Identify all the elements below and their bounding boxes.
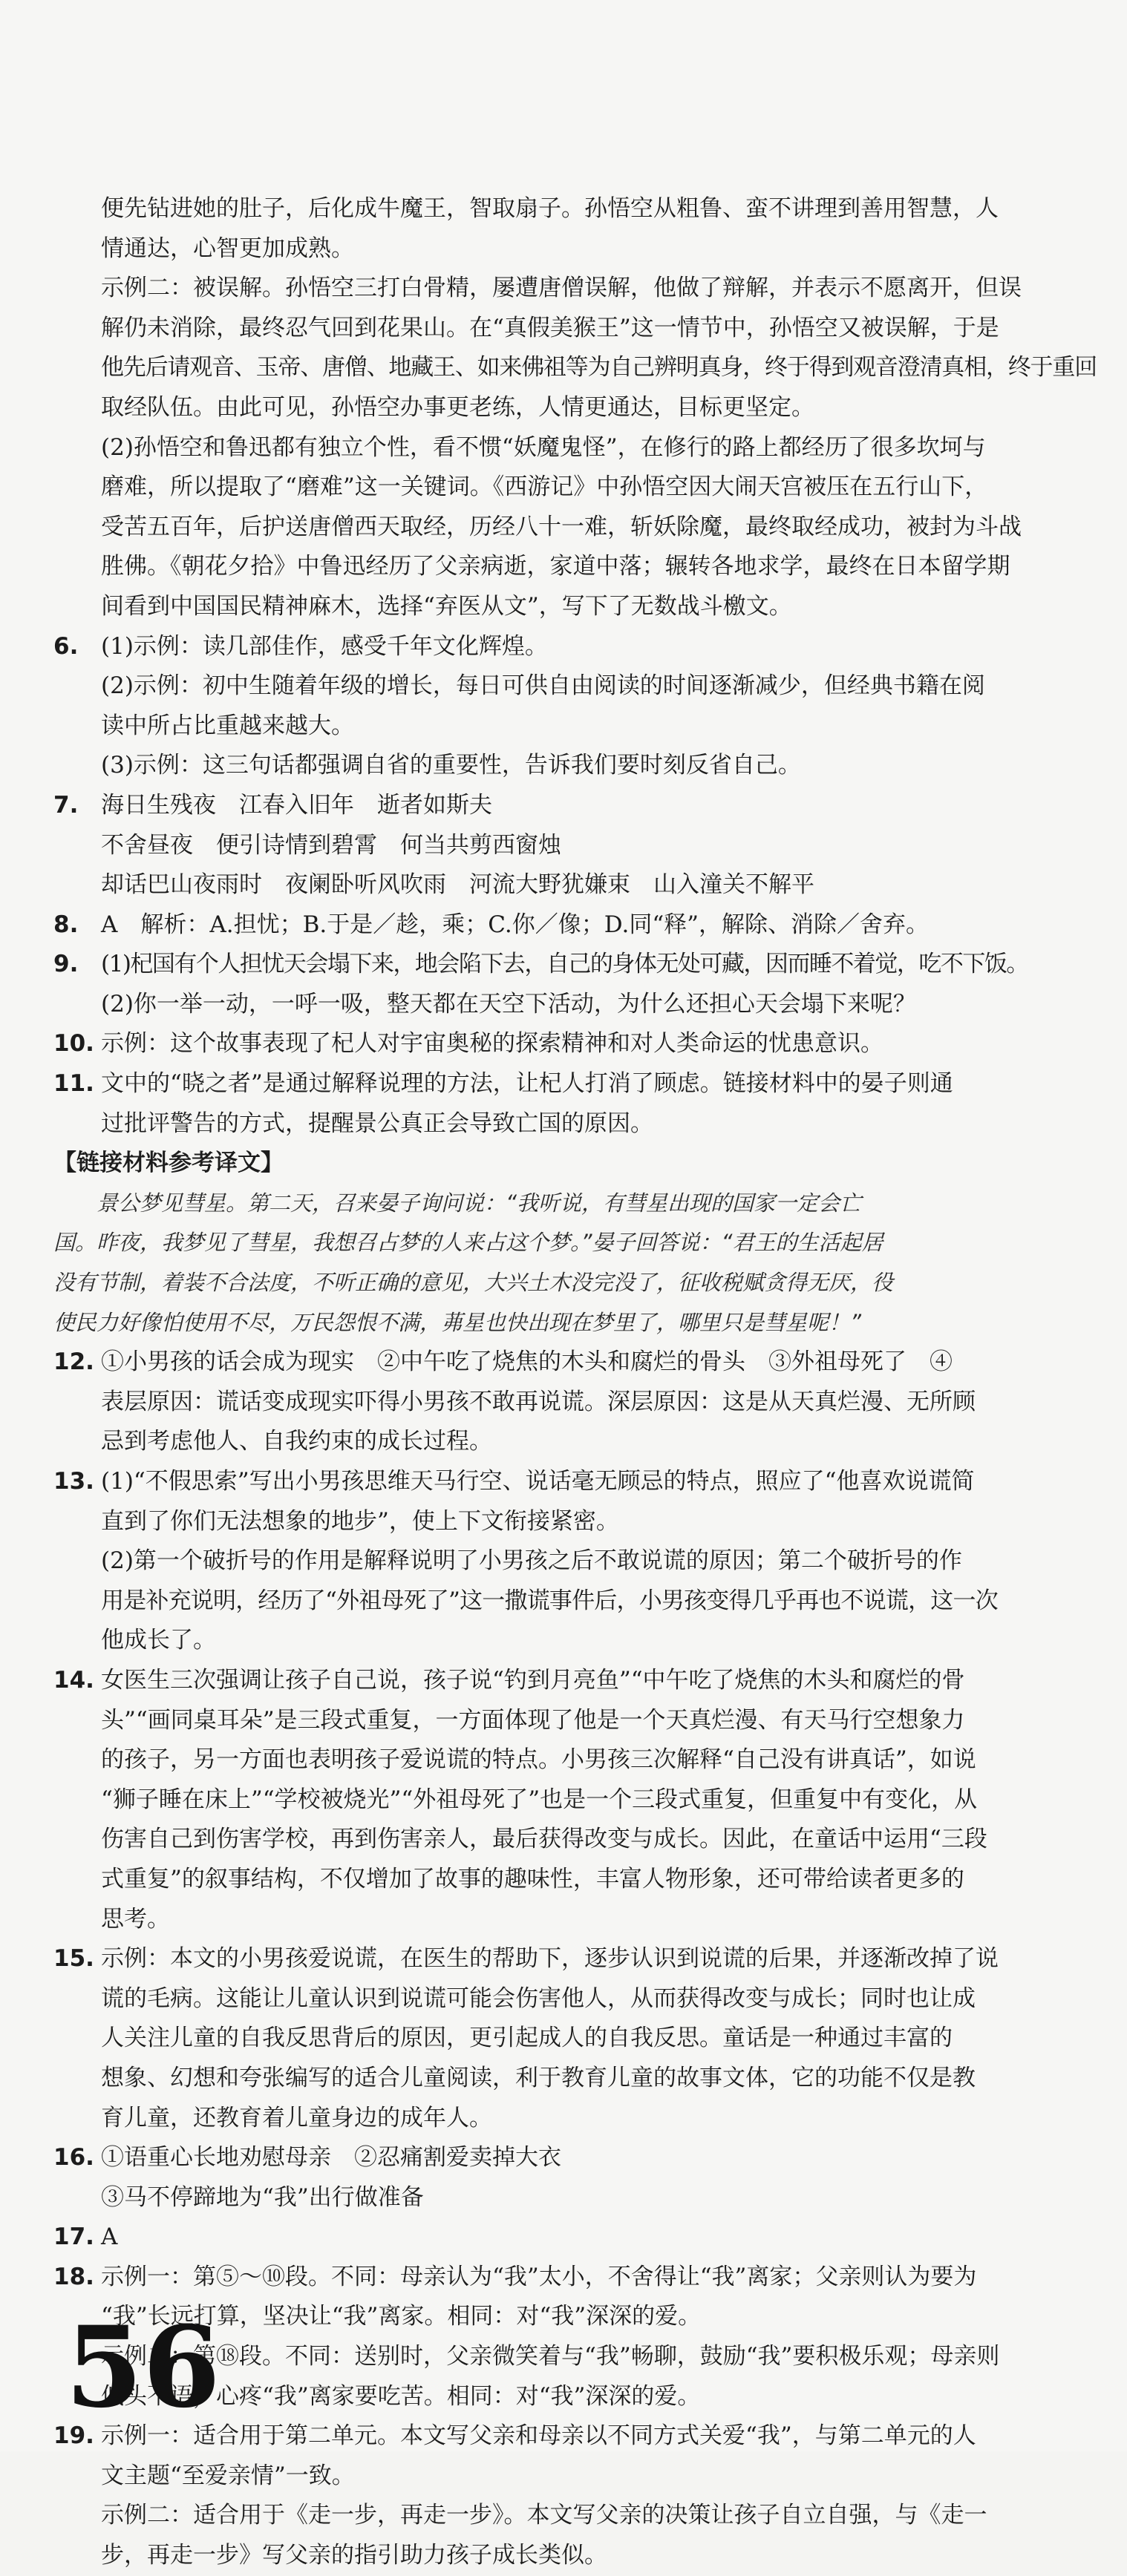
text-line: 人关注儿童的自我反思背后的原因，更引起成人的自我反思。童话是一种通过丰富的 [101, 2025, 953, 2052]
answer-10 [53, 1024, 1093, 1064]
text-line: 示例二：第⑱段。不同：送别时，父亲微笑着与“我”畅聊，鼓励“我”要积极乐观；母亲则 [101, 2343, 1000, 2370]
text-line: 直到了你们无法想象的地步”，使上下文衔接紧密。 [101, 1507, 619, 1535]
text-line: 读中所占比重越来越大。 [101, 712, 354, 739]
text-line: 示例一：适合用于第二单元。本文写父亲和母亲以不同方式关爱“我”，与第二单元的人 [101, 2422, 976, 2450]
text-line: (2)孙悟空和鲁迅都有独立个性，看不惯“妖魔鬼怪”，在修行的路上都经历了很多坎坷与 [101, 433, 986, 461]
text-line: 便先钻进她的肚子，后化成牛魔王，智取扇子。孙悟空从粗鲁、蛮不讲理到善用智慧，人 [101, 195, 999, 222]
translation-line: 景公梦见彗星。第二天，召来晏子询问说：“我听说，有彗星出现的国家一定会亡 [97, 1190, 862, 1216]
text-line: 磨难，所以提取了“磨难”这一关键词。《西游记》中孙悟空因大闹天宫被压在五行山下， [101, 473, 988, 501]
text-line: ①语重心长地劝慰母亲 ②忍痛割爱卖掉大衣 [101, 2144, 561, 2172]
text-line: 示例二：被误解。孙悟空三打白骨精，屡遭唐僧误解，他做了辩解，并表示不愿离开，但误 [101, 275, 1022, 302]
question-number: 17. [53, 2223, 94, 2251]
text-line: 女医生三次强调让孩子自己说，孩子说“钓到月亮鱼”“中午吃了烧焦的木头和腐烂的骨 [101, 1666, 965, 1694]
answer-19 [53, 2416, 1093, 2575]
text-line: (2)示例：初中生随着年级的增长，每日可供自由阅读的时间逐渐减少，但经典书籍在阅 [101, 672, 985, 700]
question-number: 7. [53, 791, 79, 819]
translation-line: 国。昨夜，我梦见了彗星，我想召占梦的人来占这个梦。”晏子回答说：“君王的生活起居 [53, 1230, 883, 1256]
text-line: 伤害自己到伤害学校，再到伤害亲人，最后获得改变与成长。因此，在童话中运用“三段 [101, 1826, 987, 1853]
text-line: 解仍未消除，最终忍气回到花果山。在“真假美猴王”这一情节中，孙悟空又被误解，于是 [101, 314, 999, 341]
text-line: 想象、幻想和夸张编写的适合儿童阅读，利于教育儿童的故事文体，它的功能不仅是教 [101, 2064, 976, 2091]
text-line: A 解析：A.担忧；B.于是／趁，乘；C.你／像；D.同“释”，解除、消除／舍弃。 [101, 911, 930, 938]
question-number: 8. [53, 911, 79, 938]
answer-9 [53, 945, 1093, 1024]
text-line: 文主题“至爱亲情”一致。 [101, 2462, 355, 2489]
text-line: 育儿童，还教育着儿童身边的成年人。 [101, 2104, 492, 2131]
question-number: 12. [53, 1348, 94, 1376]
reference-translation-box [53, 1144, 1093, 1343]
answer-13 [53, 1462, 1093, 1661]
text-line: (1)杞国有个人担忧天会塌下来，地会陷下去，自己的身体无处可藏，因而睡不着觉，吃不下饭。 [101, 951, 1028, 978]
text-line: ③马不停蹄地为“我”出行做准备 [101, 2183, 424, 2211]
text-line: ①小男孩的话会成为现实 ②中午吃了烧焦的木头和腐烂的骨头 ③外祖母死了 ④ [101, 1348, 953, 1376]
page-number: 56 [65, 2302, 220, 2433]
text-line: 他成长了。 [101, 1627, 216, 1654]
question-number: 13. [53, 1468, 94, 1495]
text-line: 间看到中国国民精神麻木，选择“弃医从文”，写下了无数战斗檄文。 [101, 592, 792, 620]
question-number: 15. [53, 1945, 94, 1973]
answer-16 [53, 2138, 1093, 2218]
text-line: 思考。 [101, 1905, 170, 1933]
question-number: 9. [53, 951, 79, 978]
text-line: 示例二：适合用于《走一步，再走一步》。本文写父亲的决策让孩子自立自强，与《走一 [101, 2502, 987, 2529]
text-line: (1)示例：读几部佳作，感受千年文化辉煌。 [101, 632, 548, 660]
answer-7 [53, 786, 1093, 905]
question-number: 11. [53, 1070, 94, 1098]
question-number: 6. [53, 632, 79, 660]
text-line: “狮子睡在床上”“学校被烧光”“外祖母死了”也是一个三段式重复，但重复中有变化，从 [101, 1786, 978, 1813]
text-line: A [101, 2223, 118, 2251]
text-line: 的孩子，另一方面也表明孩子爱说谎的特点。小男孩三次解释“自己没有讲真话”，如说 [101, 1746, 976, 1774]
translation-line: 使民力好像怕使用不尽，万民怨恨不满，茀星也快出现在梦里了，哪里只是彗星呢！” [53, 1309, 862, 1335]
question-number: 16. [53, 2144, 94, 2172]
text-line: (2)你一举一动，一呼一吸，整天都在天空下活动，为什么还担心天会塌下来呢？ [101, 990, 916, 1017]
question-number: 18. [53, 2263, 94, 2290]
answer-15 [53, 1939, 1093, 2138]
text-line: 海日生残夜 江春入旧年 逝者如斯夫 [101, 791, 492, 819]
text-line: 式重复”的叙事结构，不仅增加了故事的趣味性，丰富人物形象，还可带给读者更多的 [101, 1865, 964, 1892]
reference-translation-heading: 【链接材料参考译文】 [53, 1150, 284, 1177]
answer-12 [53, 1343, 1093, 1462]
answer-11 [53, 1064, 1093, 1144]
answer-block-continued [53, 189, 1097, 627]
text-line: 低头不语，心疼“我”离家要吃苦。相同：对“我”深深的爱。 [101, 2382, 701, 2410]
text-line: 步，再走一步》写父亲的指引助力孩子成长类似。 [101, 2542, 607, 2569]
text-line: 情通达，心智更加成熟。 [101, 235, 354, 262]
text-line: 过批评警告的方式，提醒景公真正会导致亡国的原因。 [101, 1110, 653, 1137]
question-number: 10. [53, 1030, 94, 1058]
text-line: 头”“画同桌耳朵”是三段式重复，一方面体现了他是一个天真烂漫、有天马行空想象力 [101, 1706, 965, 1734]
text-line: 受苦五百年，后护送唐僧西天取经，历经八十一难，斩妖除魔，最终取经成功，被封为斗战 [101, 513, 1022, 540]
text-line: 胜佛。《朝花夕拾》中鲁迅经历了父亲病逝，家道中落；辗转各地求学，最终在日本留学期 [101, 553, 1010, 580]
text-line: 忌到考虑他人、自我约束的成长过程。 [101, 1428, 492, 1455]
text-line: 他先后请观音、玉帝、唐僧、地藏王、如来佛祖等为自己辨明真身，终于得到观音澄清真相，终于重回 [101, 354, 1097, 381]
text-line: 示例：本文的小男孩爱说谎，在医生的帮助下，逐步认识到说谎的后果，并逐渐改掉了说 [101, 1945, 999, 1973]
text-line: (1)“不假思索”写出小男孩思维天马行空、说话毫无顾忌的特点，照应了“他喜欢说谎简 [101, 1468, 975, 1495]
question-number: 19. [53, 2422, 94, 2450]
text-line: 不舍昼夜 便引诗情到碧霄 何当共剪西窗烛 [101, 831, 561, 859]
text-line: 取经队伍。由此可见，孙悟空办事更老练，人情更通达，目标更坚定。 [101, 393, 814, 421]
text-line: 示例一：第⑤～⑩段。不同：母亲认为“我”太小，不舍得让“我”离家；父亲则认为要为 [101, 2263, 977, 2290]
answer-text [101, 189, 1097, 627]
text-line: 表层原因：谎话变成现实吓得小男孩不敢再说谎。深层原因：这是从天真烂漫、无所顾 [101, 1388, 976, 1415]
translation-line: 没有节制，着装不合法度，不听正确的意见，大兴土木没完没了，征收税赋贪得无厌，役 [53, 1270, 894, 1296]
text-line: 示例：这个故事表现了杞人对宇宙奥秘的探索精神和对人类命运的忧患意识。 [101, 1030, 883, 1058]
text-line: 却话巴山夜雨时 夜阑卧听风吹雨 河流大野犹嫌束 山入潼关不解平 [101, 871, 814, 899]
answer-6 [53, 627, 1093, 786]
answer-14 [53, 1661, 1093, 1939]
text-line: (3)示例：这三句话都强调自省的重要性，告诉我们要时刻反省自己。 [101, 752, 801, 779]
text-line: “我”长远打算，坚决让“我”离家。相同：对“我”深深的爱。 [101, 2303, 702, 2330]
text-line: 文中的“晓之者”是通过解释说理的方法，让杞人打消了顾虑。链接材料中的晏子则通 [101, 1070, 953, 1098]
answer-8 [53, 905, 1093, 945]
answer-17 [53, 2218, 1093, 2258]
text-line: 用是补充说明，经历了“外祖母死了”这一撒谎事件后，小男孩变得几乎再也不说谎，这一次 [101, 1587, 998, 1614]
answer-content [53, 189, 1097, 2576]
question-number: 14. [53, 1666, 94, 1694]
text-line: (2)第一个破折号的作用是解释说明了小男孩之后不敢说谎的原因；第二个破折号的作 [101, 1547, 962, 1575]
text-line: 谎的毛病。这能让儿童认识到说谎可能会伤害他人，从而获得改变与成长；同时也让成 [101, 1985, 976, 2012]
